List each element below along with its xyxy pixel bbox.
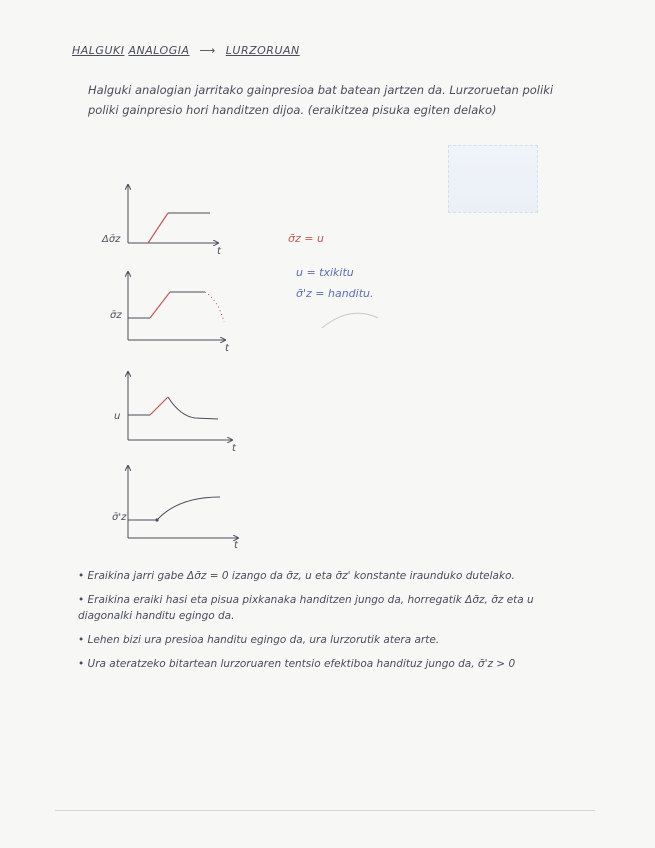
graph-effective-stress	[128, 466, 238, 538]
note-u-decreases: u = txikitu	[296, 266, 354, 279]
graph4-y-label: σ̄'z	[112, 512, 127, 523]
graph2-x-label: t	[225, 343, 229, 354]
graph2-red-ramp	[150, 292, 170, 318]
bullet-item-3: • Lehen bizi ura presioa handitu egingo da, ura lurzorutik atera arte.	[78, 632, 578, 648]
graph1-y-label: Δσ̄z	[102, 234, 121, 245]
graph-delta-sigma	[128, 185, 218, 243]
intro-paragraph: Halguki analogian jarritako gainpresioa bat batean jartzen da. Lurzoruetan poliki poliki gainpresio hori handitzen dijoa. (eraikitzea pisuka egiten delako)	[88, 83, 554, 117]
graph2-y-label: σ̄z	[110, 310, 122, 321]
graph2-dotted-decline	[205, 292, 224, 322]
bullet-item-2: • Eraikina eraiki hasi eta pisua pixkanaka handitzen jungo da, horregatik Δσ̄z, σ̄z eta u diagonalki handitu egingo da.	[78, 592, 578, 624]
title-part-2: ANALOGIA	[128, 44, 190, 57]
graph4-x-label: t	[234, 540, 238, 551]
graph-pore-pressure	[128, 372, 232, 440]
graph-sigma	[128, 272, 225, 340]
graph3-decay	[168, 397, 218, 419]
page-bottom-edge	[55, 810, 595, 811]
bullet-item-1: • Eraikina jarri gabe Δσ̄z = 0 izango da σ̄z, u eta σ̄z' konstante iraunduko dutelako.	[78, 568, 578, 584]
bullet-list	[78, 568, 578, 680]
graph1-red-ramp	[148, 213, 168, 243]
bullet-item-4: • Ura ateratzeko bitartean lurzoruaren tentsio efektiboa handituz jungo da, σ̄'z > 0	[78, 656, 578, 672]
graph3-red-ramp	[150, 397, 168, 415]
graph1-x-label: t	[217, 246, 221, 257]
graph3-y-label: u	[114, 411, 121, 422]
arrow-icon: ⟶	[199, 44, 216, 57]
title-part-3: LURZORUAN	[225, 44, 300, 57]
note-sigma-equals-u: σ̄z = u	[288, 232, 324, 245]
title-part-1: HALGUKI	[72, 44, 125, 57]
graph3-x-label: t	[232, 443, 236, 454]
graph4-rise	[157, 497, 220, 520]
show-through-arc	[322, 313, 378, 328]
note-effective-increases: σ̄'z = handitu.	[296, 287, 374, 300]
